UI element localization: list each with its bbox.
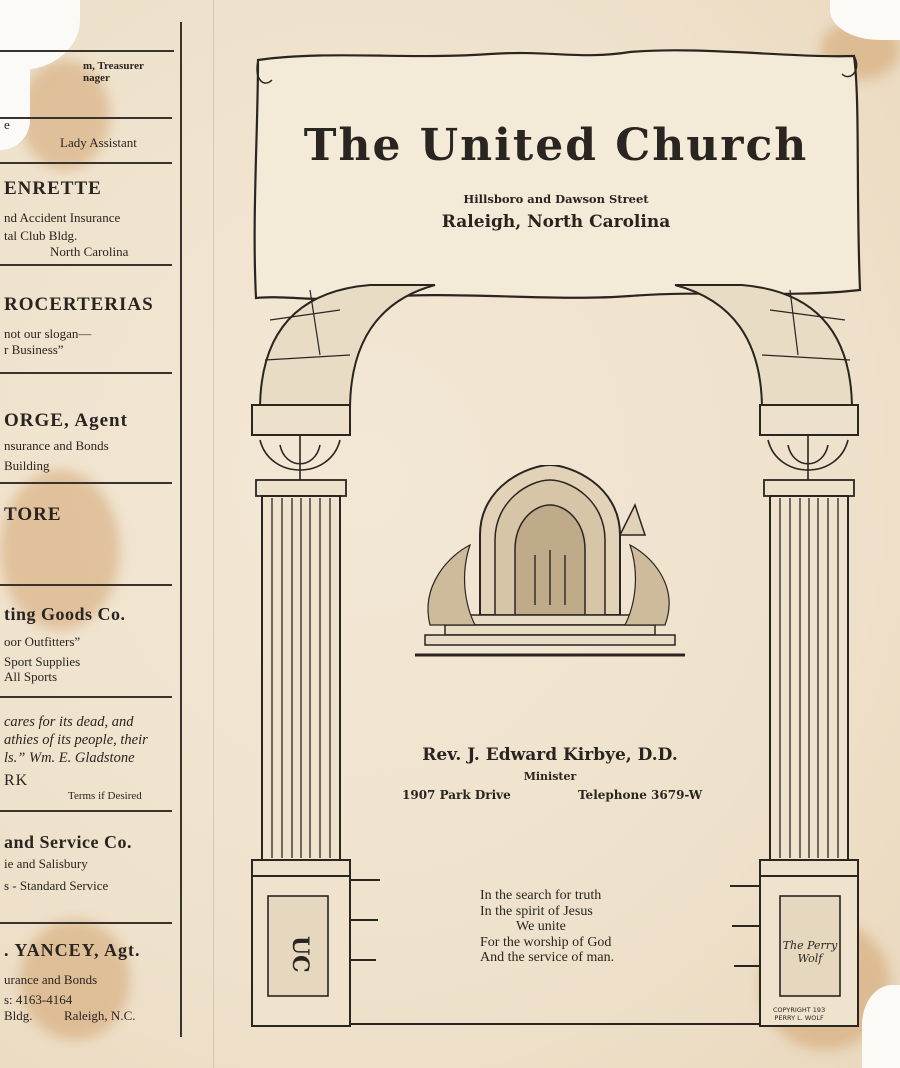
advertisement-panel: [0, 22, 182, 1037]
motto-line: We unite: [516, 919, 566, 934]
ad-line: Terms if Desired: [68, 790, 142, 802]
ad-line: e: [4, 117, 10, 132]
ad-name: ting Goods Co.: [4, 604, 126, 624]
ad-jenrette: [0, 162, 172, 266]
ad-line: not our slogan—: [4, 326, 92, 341]
ad-sporting-goods: [0, 586, 172, 698]
church-motto: [480, 888, 614, 966]
ad-name: ENRETTE: [4, 178, 102, 199]
street-address: Hillsboro and Dawson Street: [463, 192, 649, 206]
church-doorway-illustration: [410, 465, 690, 665]
ad-name: . YANCEY, Agt.: [4, 940, 141, 960]
ad-name: RK: [4, 772, 29, 789]
scroll-banner: [250, 40, 862, 308]
city-address: Raleigh, North Carolina: [441, 212, 671, 232]
ad-line: s: 4163-4164: [4, 992, 73, 1007]
ad-line: m, Treasurer: [83, 60, 144, 72]
bulletin-cover: [250, 30, 862, 1030]
uc-monogram-logo: UC: [287, 935, 313, 973]
ad-line: Building: [4, 458, 50, 473]
ad-line: Raleigh, N.C.: [64, 1008, 136, 1023]
ad-line: Bldg.: [4, 1008, 33, 1023]
ad-line: nsurance and Bonds: [4, 438, 109, 453]
ad-store: [0, 484, 172, 586]
ad-service-co: [0, 812, 172, 924]
motto-line: And the service of man.: [480, 950, 615, 965]
quote-line: ls.” Wm. E. Gladstone: [4, 750, 135, 766]
motto-line: For the worship of God: [480, 934, 612, 950]
minister-address: 1907 Park Drive: [402, 788, 511, 802]
ad-grocerterias: [0, 264, 172, 374]
quote-line: cares for its dead, and: [4, 714, 134, 730]
ad-george-agent: [0, 374, 172, 484]
ad-line: nager: [83, 72, 110, 84]
ad-line: nd Accident Insurance: [4, 210, 121, 225]
ad-yancey: [0, 924, 172, 1037]
copyright-line: PERRY L. WOLF: [774, 1014, 824, 1022]
ad-line: ie and Salisbury: [4, 856, 88, 871]
ad-line: r Business”: [4, 342, 64, 357]
ad-treasurer: [0, 52, 172, 119]
ad-funeral-quote: [0, 698, 172, 812]
ad-name: ROCERTERIAS: [4, 294, 154, 315]
ad-line: oor Outfitters”: [4, 634, 81, 649]
copyright-notice: [773, 1006, 825, 1022]
perry-wolf-logo: The Perry Wolf: [782, 939, 838, 965]
ad-line: tal Club Bldg.: [4, 228, 78, 243]
ad-line: urance and Bonds: [4, 972, 98, 987]
quote-line: athies of its people, their: [4, 732, 148, 748]
ad-name: and Service Co.: [4, 832, 132, 852]
fold-crease: [213, 0, 214, 1068]
ad-line: Sport Supplies: [4, 654, 81, 669]
motto-line: In the search for truth: [480, 888, 602, 903]
ad-name: ORGE, Agent: [4, 410, 128, 431]
ad-name: TORE: [4, 504, 62, 525]
copyright-line: COPYRIGHT 193: [773, 1006, 826, 1014]
ad-line: s - Standard Service: [4, 878, 109, 893]
minister-name: Rev. J. Edward Kirbye, D.D.: [422, 745, 678, 765]
ad-lady-assistant: [0, 117, 172, 162]
ad-line: North Carolina: [50, 244, 129, 259]
church-title: The United Church: [303, 120, 809, 171]
ad-line: All Sports: [4, 669, 58, 684]
ad-line: Lady Assistant: [60, 135, 137, 150]
motto-line: In the spirit of Jesus: [480, 903, 593, 919]
minister-title: Minister: [523, 770, 577, 783]
telephone: Telephone 3679-W: [578, 788, 703, 802]
